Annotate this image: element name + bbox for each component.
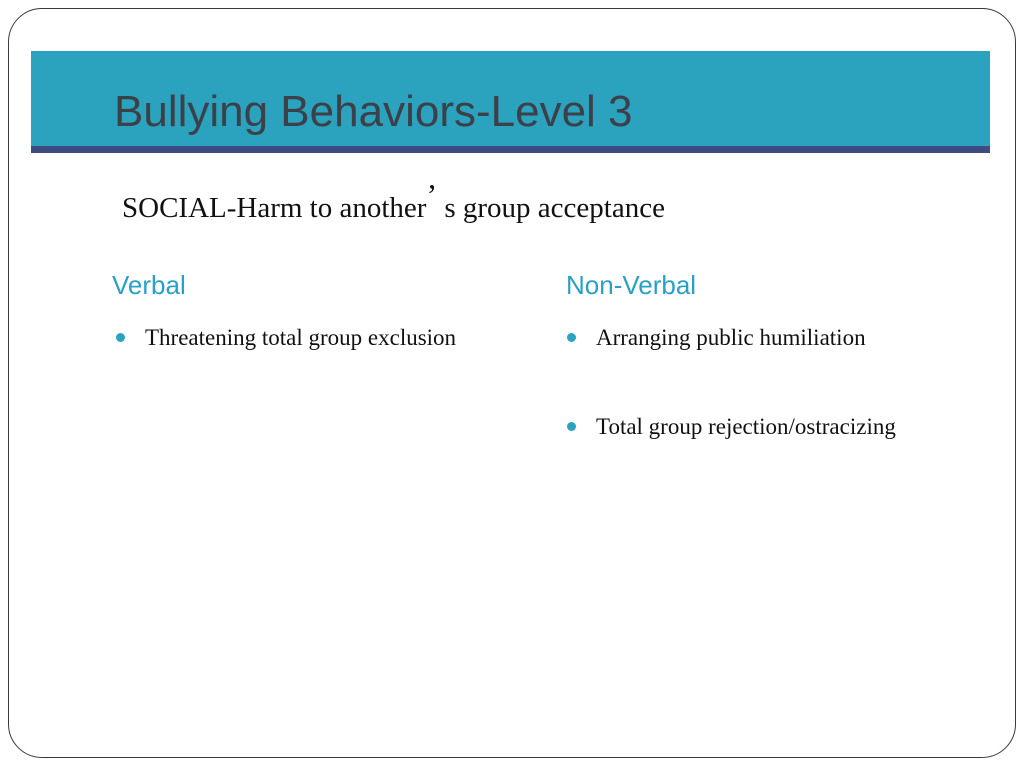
slide-subtitle <box>122 177 665 225</box>
bullet-icon <box>567 333 576 342</box>
bullet-item-non-verbal-2 <box>596 412 896 442</box>
subtitle-text-start: SOCIAL-Harm to another <box>122 192 427 224</box>
subtitle-text-end: s group acceptance <box>437 192 665 224</box>
title-underline-rule <box>31 146 990 153</box>
bullet-item-verbal-1 <box>145 323 456 353</box>
bullet-icon <box>116 333 125 342</box>
bullet-text: Total group rejection/ostracizing <box>596 414 896 439</box>
bullet-icon <box>567 422 576 431</box>
subtitle-apostrophe: ’ <box>426 177 438 213</box>
slide-title: Bullying Behaviors-Level 3 <box>114 87 633 136</box>
column-heading-verbal: Verbal <box>112 270 186 300</box>
bullet-item-non-verbal-1 <box>596 323 866 353</box>
bullet-text: Threatening total group exclusion <box>145 325 457 350</box>
bullet-text: Arranging public humiliation <box>596 325 866 350</box>
column-heading-non-verbal: Non-Verbal <box>566 270 697 300</box>
